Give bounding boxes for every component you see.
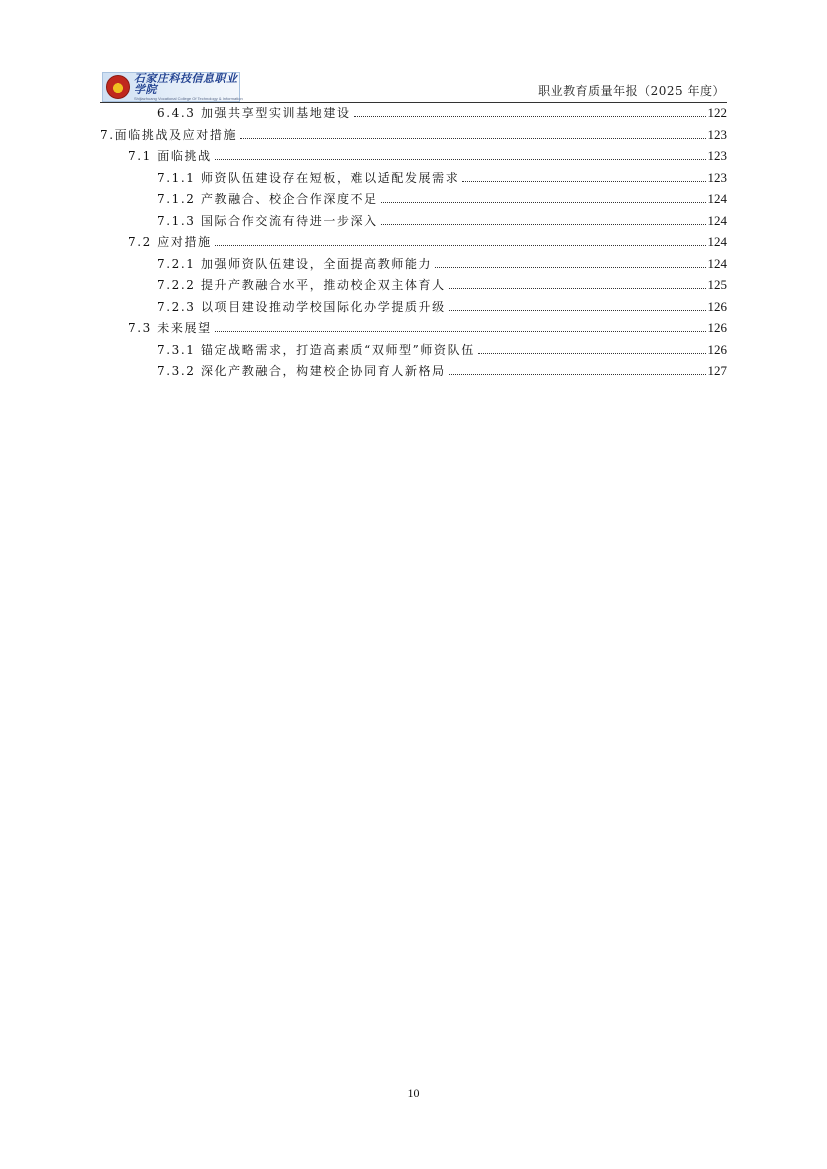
- toc-entry[interactable]: [100, 126, 727, 148]
- toc-dot-leader: [215, 159, 706, 160]
- toc-entry-title: 7.2.2 提升产教融合水平，推动校企双主体育人: [157, 278, 446, 292]
- toc-entry-title: 7.3.2 深化产教融合，构建校企协同育人新格局: [157, 364, 446, 378]
- toc-dot-leader: [381, 202, 706, 203]
- college-logo: [102, 72, 243, 102]
- report-title: 职业教育质量年报（2025 年度）: [538, 84, 725, 98]
- toc-entry-title: 7.3 未来展望: [128, 321, 212, 335]
- toc-dot-leader: [381, 224, 706, 225]
- toc-entry-page: 124: [707, 234, 727, 249]
- toc-entry-title: 7.1 面临挑战: [128, 149, 212, 163]
- toc-entry[interactable]: [100, 212, 727, 234]
- toc-entry-page: 123: [707, 169, 727, 185]
- logo-chinese-name: 石家庄科技信息职业学院: [134, 72, 238, 96]
- toc-entry-page: 124: [707, 212, 727, 228]
- toc-entry-title: 7.面临挑战及应对措施: [100, 127, 238, 142]
- toc-entry-title: 7.2 应对措施: [128, 235, 212, 249]
- toc-dot-leader: [462, 181, 705, 182]
- toc-dot-leader: [215, 331, 706, 332]
- logo-english-name: Shijiazhuang Vocational College Of Technology & Information: [134, 96, 243, 101]
- college-seal-icon: [106, 75, 130, 99]
- toc-entry-page: 126: [707, 298, 727, 314]
- toc-entry-page: 123: [707, 148, 727, 163]
- toc-entry[interactable]: [100, 190, 727, 212]
- toc-entry[interactable]: [100, 104, 727, 126]
- toc-entry-page: 123: [707, 126, 727, 142]
- toc-dot-leader: [478, 353, 706, 354]
- toc-entry[interactable]: [100, 362, 727, 384]
- toc-dot-leader: [215, 245, 706, 246]
- toc-entry[interactable]: [100, 341, 727, 363]
- toc-entry-page: 122: [707, 105, 727, 120]
- toc-dot-leader: [240, 138, 705, 139]
- toc-entry-title: 7.3.1 锚定战略需求，打造高素质“双师型”师资队伍: [157, 342, 475, 357]
- page-header: [100, 70, 727, 103]
- toc-entry[interactable]: [100, 169, 727, 191]
- toc-entry[interactable]: [100, 147, 727, 169]
- toc-entry[interactable]: [100, 298, 727, 320]
- toc-entry-title: 7.1.2 产教融合、校企合作深度不足: [157, 192, 378, 206]
- toc-dot-leader: [449, 288, 706, 289]
- toc-entry-page: 126: [707, 341, 727, 357]
- toc-entry[interactable]: [100, 255, 727, 277]
- toc-dot-leader: [435, 267, 705, 268]
- toc-entry-title: 7.2.1 加强师资队伍建设，全面提高教师能力: [157, 256, 433, 271]
- toc-entry-page: 124: [707, 191, 727, 206]
- table-of-contents: [100, 104, 727, 384]
- toc-dot-leader: [449, 310, 706, 311]
- toc-entry[interactable]: [100, 319, 727, 341]
- toc-entry-title: 6.4.3 加强共享型实训基地建设: [157, 106, 351, 120]
- toc-entry-page: 125: [707, 277, 727, 292]
- toc-dot-leader: [449, 374, 706, 375]
- page-number: 10: [407, 1086, 420, 1100]
- toc-entry[interactable]: [100, 233, 727, 255]
- toc-entry-page: 124: [707, 255, 727, 271]
- toc-entry-title: 7.2.3 以项目建设推动学校国际化办学提质升级: [157, 299, 446, 314]
- toc-entry-title: 7.1.3 国际合作交流有待进一步深入: [157, 213, 378, 228]
- toc-entry-page: 127: [707, 363, 727, 378]
- toc-entry[interactable]: [100, 276, 727, 298]
- toc-dot-leader: [354, 116, 706, 117]
- toc-entry-title: 7.1.1 师资队伍建设存在短板，难以适配发展需求: [157, 170, 460, 185]
- toc-entry-page: 126: [707, 320, 727, 335]
